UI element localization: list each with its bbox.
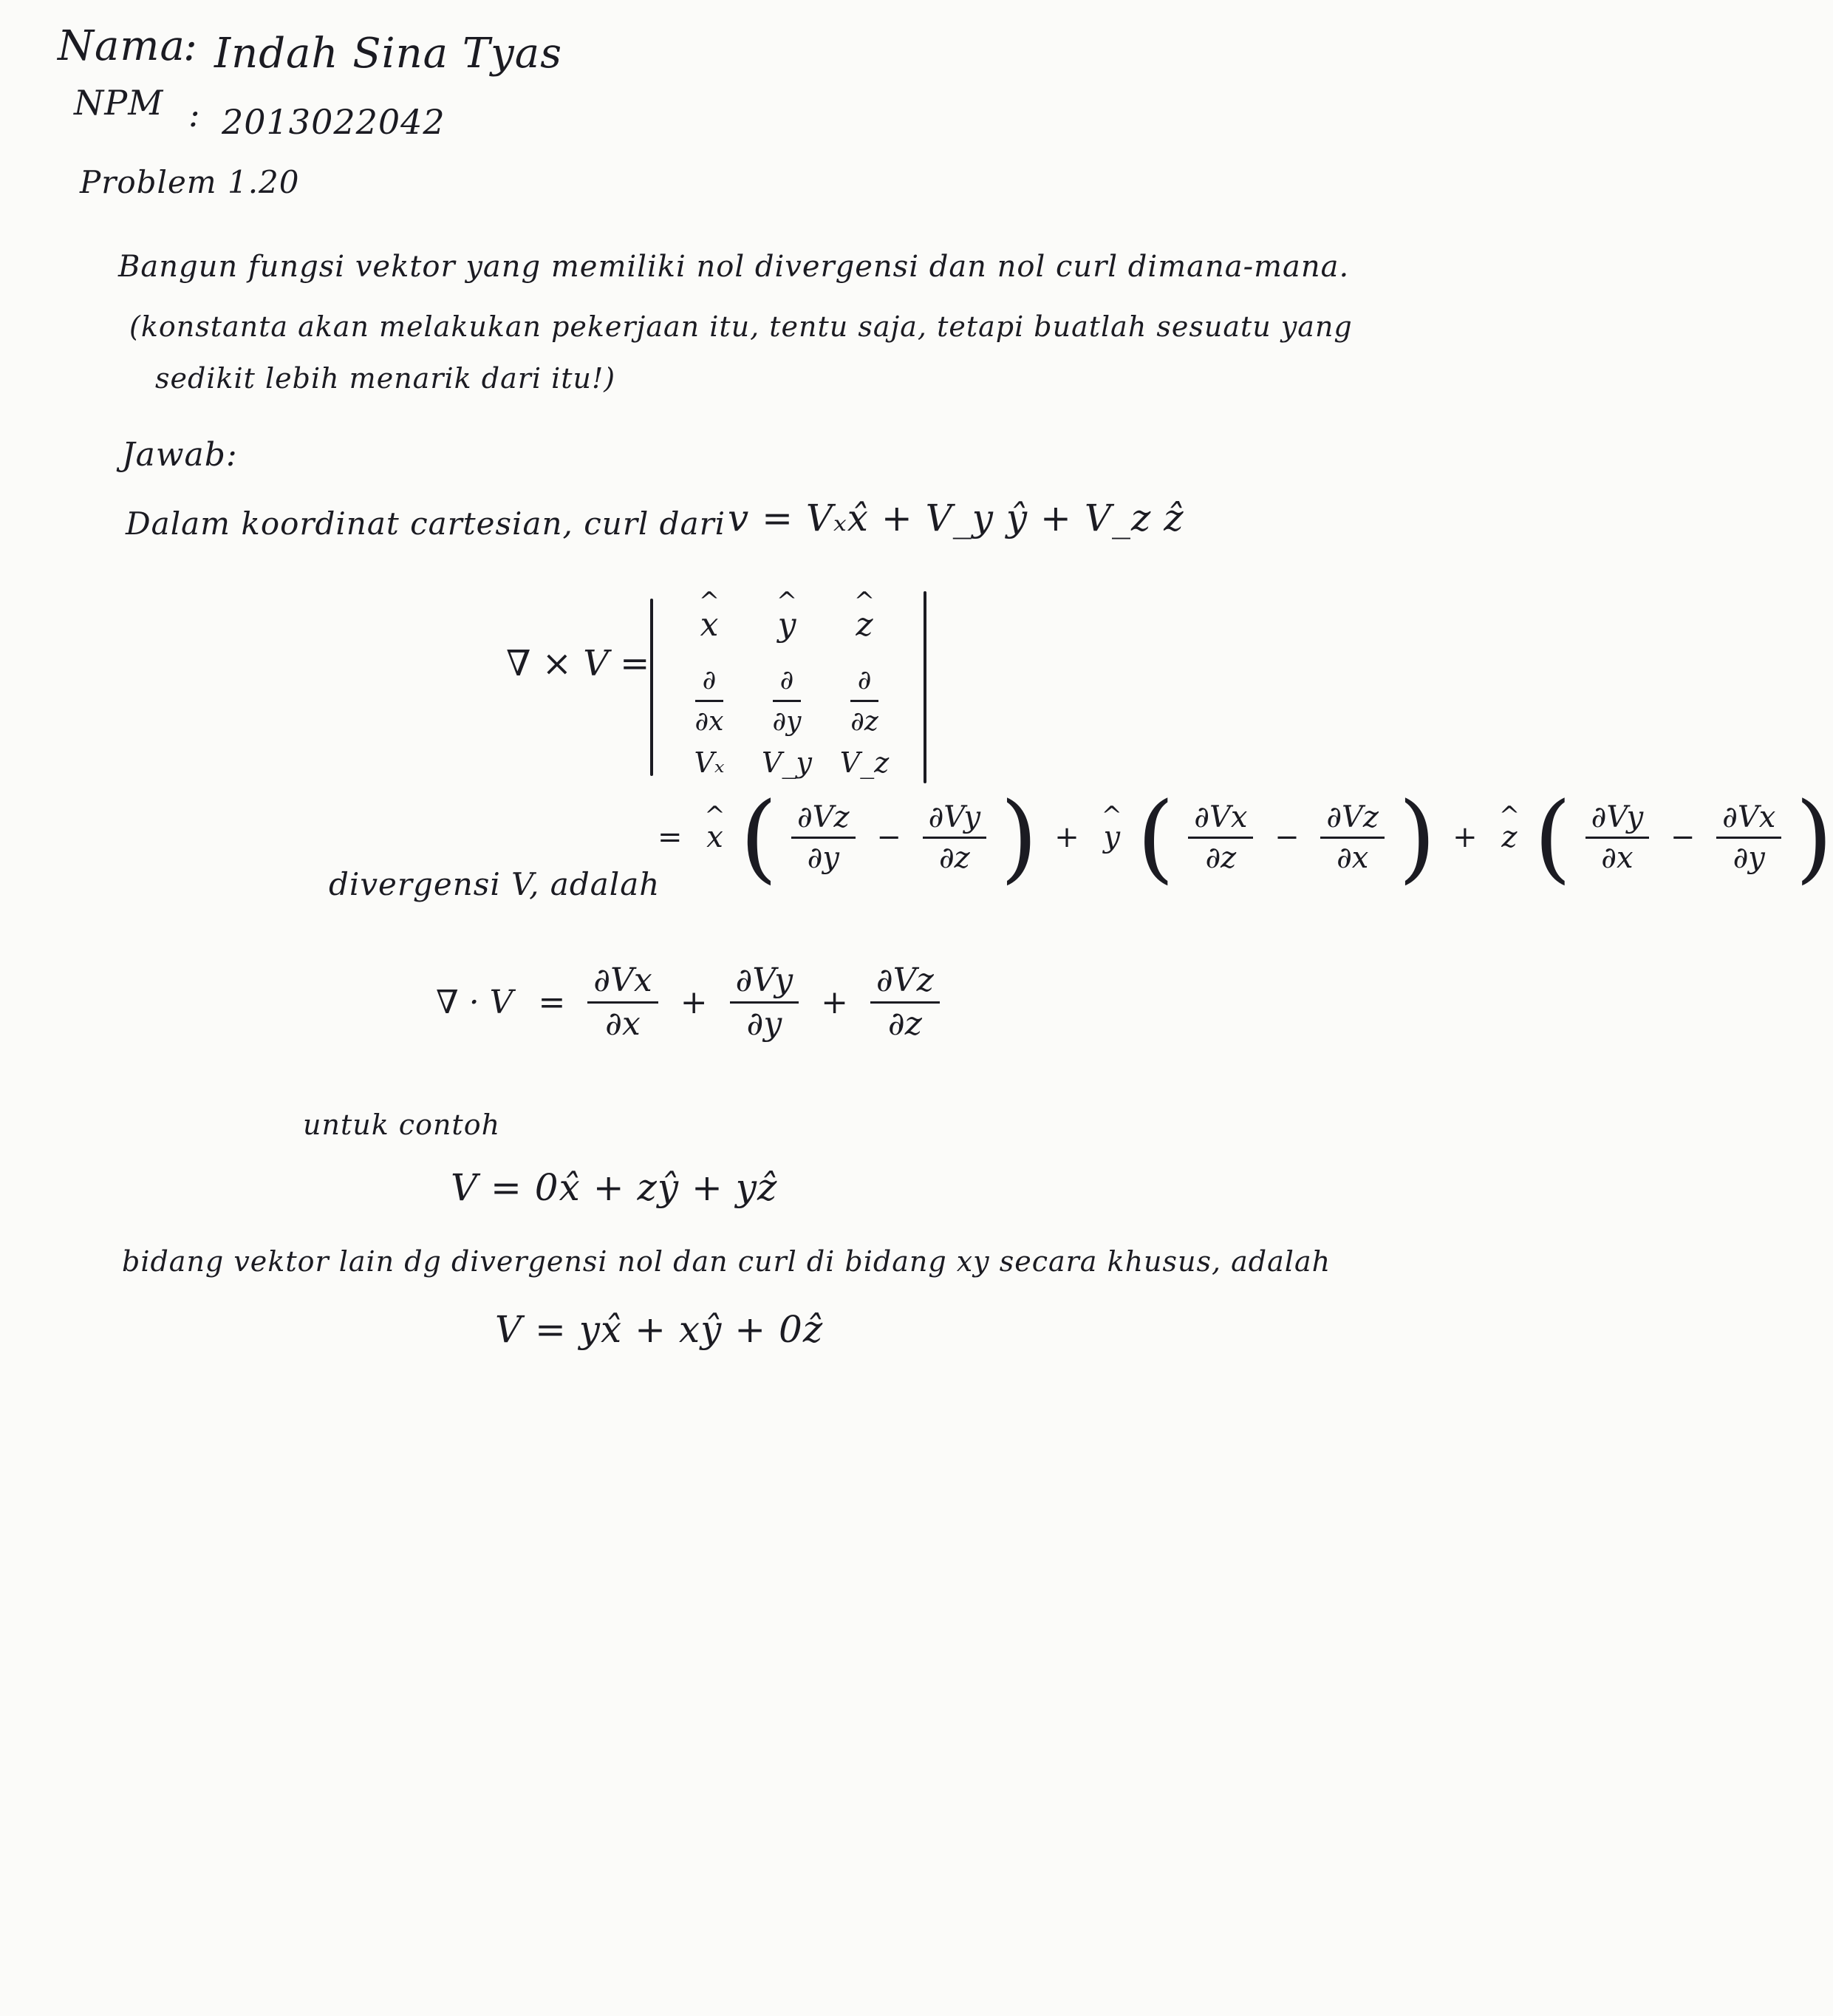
curl-t2-b-num: ∂Vz [1320, 803, 1385, 839]
div-t2-num: ∂Vy [730, 964, 799, 1004]
question-line-1: Bangun fungsi vektor yang memiliki nol divergensi dan nol curl dimana-mana. [118, 250, 1350, 284]
det-dy-den: ∂y [772, 706, 802, 737]
det-dy-num: ∂ [773, 665, 802, 702]
det-z-hat: ^ z [856, 606, 873, 644]
det-dx-num: ∂ [695, 665, 724, 702]
curl-t2-a-den: ∂z [1205, 840, 1237, 875]
name-value: Indah Sina Tyas [214, 30, 562, 78]
other-example-vector: V = yx̂ + xŷ + 0ẑ [495, 1308, 824, 1351]
det-dz-den: ∂z [850, 706, 878, 737]
div-t1-num: ∂Vx [587, 964, 658, 1004]
npm-label: NPM [74, 83, 164, 123]
npm-separator: : [188, 95, 201, 134]
curl-t1-a-den: ∂y [807, 840, 839, 875]
curl-t1-b-num: ∂Vy [923, 803, 987, 839]
curl-expansion: = ^ x ( $\frac{\partial Vz}{\partial y}$ − $\frac{\partial Vy}{\partial z}$ ) + ^ y ( $\frac{\partial Vx}{\partial z}$ − $\frac{\partial Vz}{\partial x}$ ) + ^ z ( $\frac{\partial Vy}{\partial x}$ − $\frac{\partial Vx}{\partial y}$ ) [650, 789, 1833, 885]
question-line-3: sedikit lebih menarik dari itu!) [155, 362, 616, 395]
det-dx-den: ∂x [694, 706, 724, 737]
curl-t1-b-den: ∂z [938, 840, 970, 875]
curl-t3-a-num: ∂Vy [1585, 803, 1650, 839]
name-label: Nama [58, 22, 185, 70]
curl-determinant [650, 591, 946, 783]
curl-equals: = [658, 820, 683, 854]
curl-t3-a-den: ∂x [1601, 840, 1634, 875]
question-line-2: (konstanta akan melakukan pekerjaan itu, tentu saja, tetapi buatlah sesuatu yang [129, 310, 1353, 343]
det-vy: V_y [762, 746, 812, 779]
vector-definition: v = Vₓx̂ + V_y ŷ + V_z ẑ [728, 497, 1184, 539]
answer-intro: Dalam koordinat cartesian, curl dari [126, 505, 726, 542]
curl-t2-a-num: ∂Vx [1188, 803, 1253, 839]
npm-value: 2013022042 [222, 102, 446, 142]
det-x-hat: ^ x [700, 606, 719, 644]
divergence-equation: ∇ · V = $\frac{\partial Vx}{\partial x}$ + $\frac{\partial Vy}{\partial y}$ + $\frac{\partial Vz}{\partial z}$ [429, 964, 944, 1041]
det-y-hat: ^ y [778, 606, 796, 644]
answer-label: Jawab: [122, 436, 238, 474]
det-dz-num: ∂ [850, 665, 878, 702]
curl-y-hat: ^ y [1104, 823, 1121, 852]
curl-t1-a-num: ∂Vz [791, 803, 856, 839]
div-t3-num: ∂Vz [870, 964, 940, 1004]
name-separator: : [183, 22, 198, 70]
curl-lhs: ∇ × V = [506, 643, 650, 684]
div-t1-den: ∂x [605, 1005, 641, 1043]
problem-number: Problem 1.20 [80, 164, 300, 200]
div-lhs: ∇ · V [436, 983, 513, 1021]
example-intro: untuk contoh [303, 1109, 501, 1141]
curl-t2-b-den: ∂x [1337, 840, 1369, 875]
determinant-left-bar [650, 599, 653, 776]
div-t3-den: ∂z [887, 1005, 922, 1043]
div-equals: = [538, 983, 566, 1021]
div-t2-den: ∂y [746, 1005, 782, 1043]
det-vx: Vₓ [694, 746, 725, 779]
curl-z-hat: ^ z [1501, 823, 1517, 852]
det-vz: V_z [839, 746, 890, 779]
other-field-text: bidang vektor lain dg divergensi nol dan curl di bidang xy secara khusus, adalah [122, 1245, 1331, 1278]
curl-x-hat: ^ x [706, 823, 723, 852]
determinant-right-bar [924, 591, 926, 783]
divergence-intro: divergensi V, adalah [329, 866, 661, 902]
curl-t3-b-den: ∂y [1733, 840, 1765, 875]
example-vector: V = 0x̂ + zŷ + yẑ [451, 1166, 778, 1209]
curl-t3-b-num: ∂Vx [1716, 803, 1781, 839]
